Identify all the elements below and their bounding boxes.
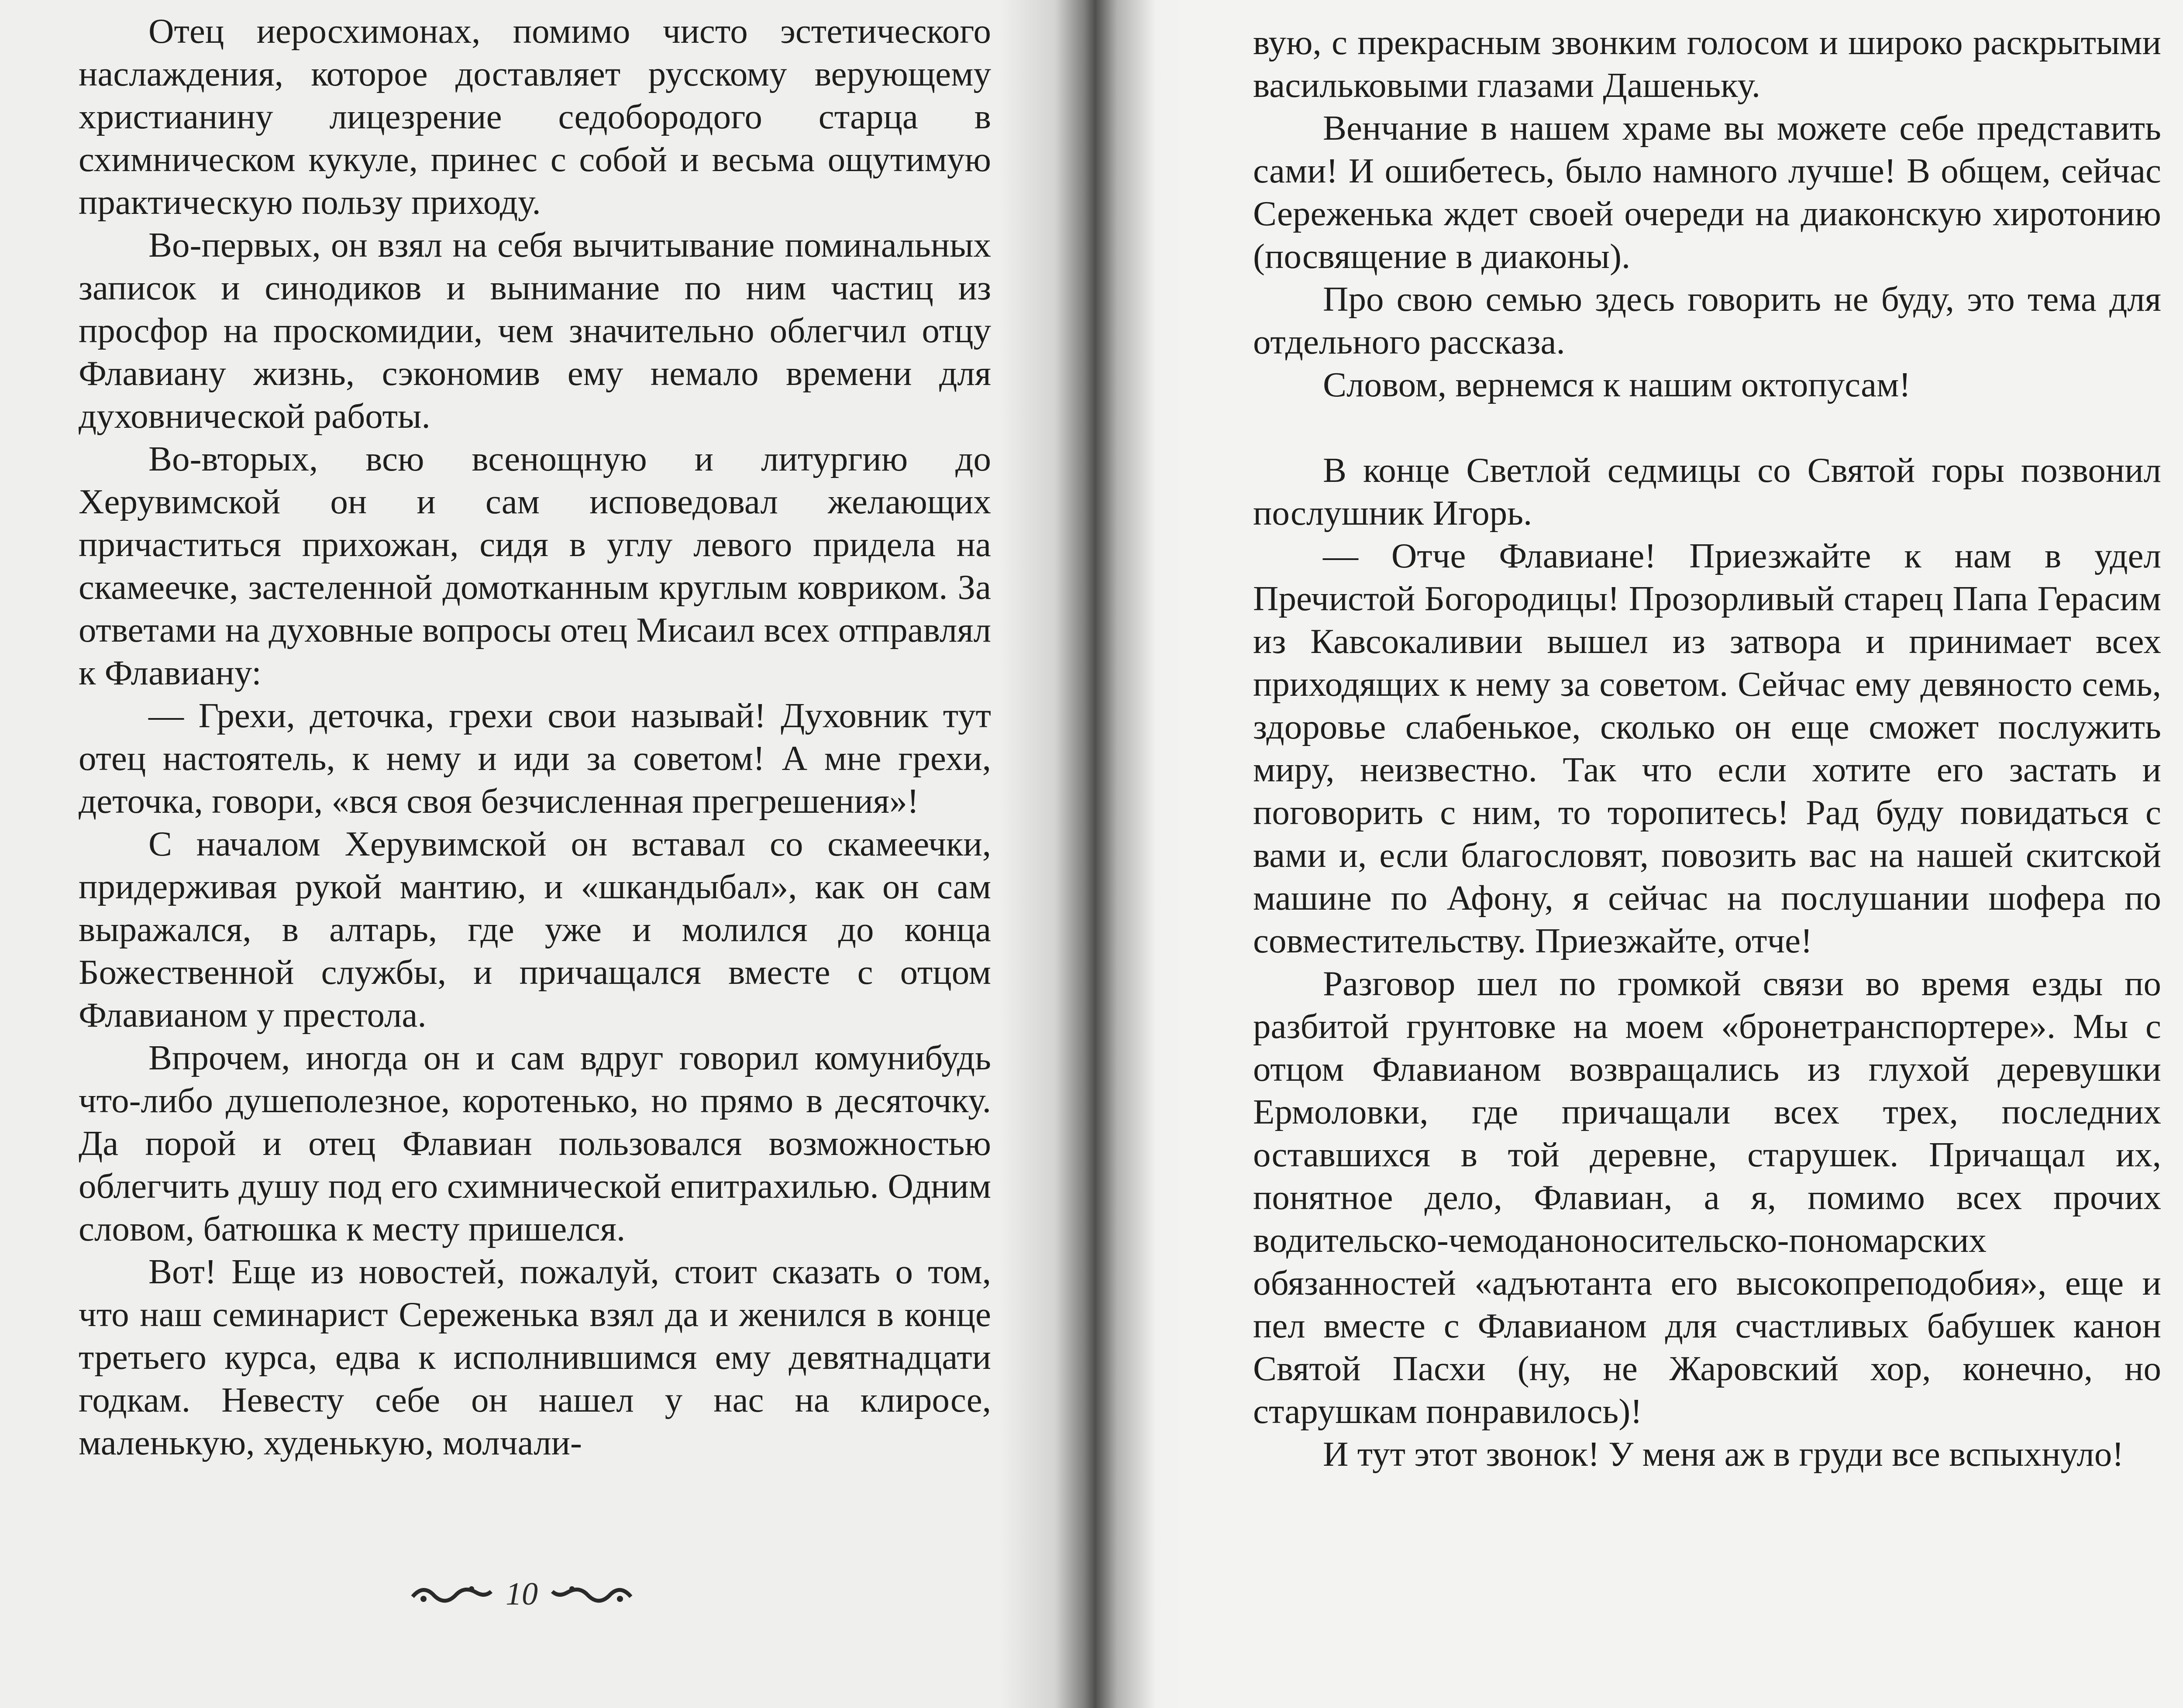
paragraph: В конце Светлой седмицы со Святой горы позвонил послушник Игорь. [1253, 450, 2161, 533]
ornament-left-icon [410, 1579, 493, 1610]
paragraph: Разговор шел по громкой связи во время езды по разбитой грунтовке на моем «бронетранспортере». Мы с отцом Флавианом возвращались из глухой деревушки Ермоловки, где причащали всех трех, последних оставшихся в той деревне, старушек. Причащал их, понятное дело, Флавиан, а я, помимо всех прочих водительско-чемоданоносительско-пономарских обязанностей «адъютанта его высокопреподобия», еще и пел вместе с Флавианом для счастливых бабушек канон Святой Пасхи (ну, не Жаровский хор, конечно, но старушкам понравилось)! [1253, 964, 2161, 1431]
paragraph: Впрочем, иногда он и сам вдруг говорил комунибудь что-либо душеполезное, коротенько, но прямо в десяточку. Да порой и отец Флавиан пользовался возможностью облегчить душу под его схимнической епитрахилью. Одним словом, батюшка к месту пришелся. [79, 1038, 991, 1248]
paragraph: Венчание в нашем храме вы можете себе представить сами! И ошибетесь, было намного лучше! В общем, сейчас Сереженька ждет своей очереди на диаконскую хиротонию (посвящение в диаконы). [1253, 108, 2161, 276]
left-page-text [79, 10, 991, 1464]
paragraph: С началом Херувимской он вставал со скамеечки, придерживая рукой мантию, и «шкандыбал», как он сам выражался, в алтарь, где уже и молился до конца Божественной службы, и причащался вместе с отцом Флавианом у престола. [79, 824, 991, 1034]
right-page-text [1253, 21, 2161, 1475]
paragraph: Вот! Еще из новостей, пожалуй, стоит сказать о том, что наш семинарист Сереженька взял да и женился в конце третьего курса, едва к исполнившимся ему девятнадцати годкам. Невесту себе он нашел у нас на клиросе, маленькую, худенькую, молчали- [79, 1252, 991, 1462]
paragraph: Словом, вернемся к нашим октопусам! [1323, 365, 1911, 404]
dialogue-paragraph: — Грехи, деточка, грехи свои называй! Духовник тут отец настоятель, к нему и иди за советом! А мне грехи, деточка, говори, «вся своя безчисленная прегрешения»! [79, 696, 991, 821]
paragraph-continued: вую, с прекрасным звонким голосом и широко раскрытыми васильковыми глазами Дашеньку. [1253, 23, 2161, 105]
dialogue-paragraph: — Отче Флавиане! Приезжайте к нам в удел Пречистой Богородицы! Прозорливый старец Папа Герасим из Кавсокаливии вышел из затвора и принимает всех приходящих к нему за советом. Сейчас ему девяносто семь, здоровье слабенькое, сколько он еще сможет послужить миру, неизвестно. Так что если хотите его застать и поговорить с ним, то торопитесь! Рад буду повидаться с вами и, если благословят, повозить вас на нашей скитской машине по Афону, я сейчас на послушании шофера по совместительству. Приезжайте, отче! [1253, 536, 2161, 960]
right-page [1092, 0, 2183, 1708]
ornament-right-icon [550, 1579, 633, 1610]
paragraph: Во-вторых, всю всенощную и литургию до Херувимской он и сам исповедовал желающих причаститься прихожан, сидя в углу левого придела на скамеечке, застеленной домотканным круглым ковриком. За ответами на духовные вопросы отец Мисаил всех отправлял к Флавиану: [79, 439, 991, 692]
paragraph: Отец иеросхимонах, помимо чисто эстетического наслаждения, которое доставляет русскому верующему христианину лицезрение седобородого старца в схимническом кукуле, принес с собой и весьма ощутимую практическую пользу приходу. [79, 11, 991, 222]
paragraph: Во-первых, он взял на себя вычитывание поминальных записок и синодиков и вынимание по ним частиц из просфор на проскомидии, чем значительно облегчил отцу Флавиану жизнь, сэкономив ему немало времени для духовнической работы. [79, 225, 991, 436]
page-number-text: 10 [506, 1576, 538, 1612]
page-number-left [410, 1576, 633, 1613]
paragraph: Про свою семью здесь говорить не буду, это тема для отдельного рассказа. [1253, 279, 2161, 361]
paragraph: И тут этот звонок! У меня аж в груди все вспыхнуло! [1323, 1434, 2124, 1474]
